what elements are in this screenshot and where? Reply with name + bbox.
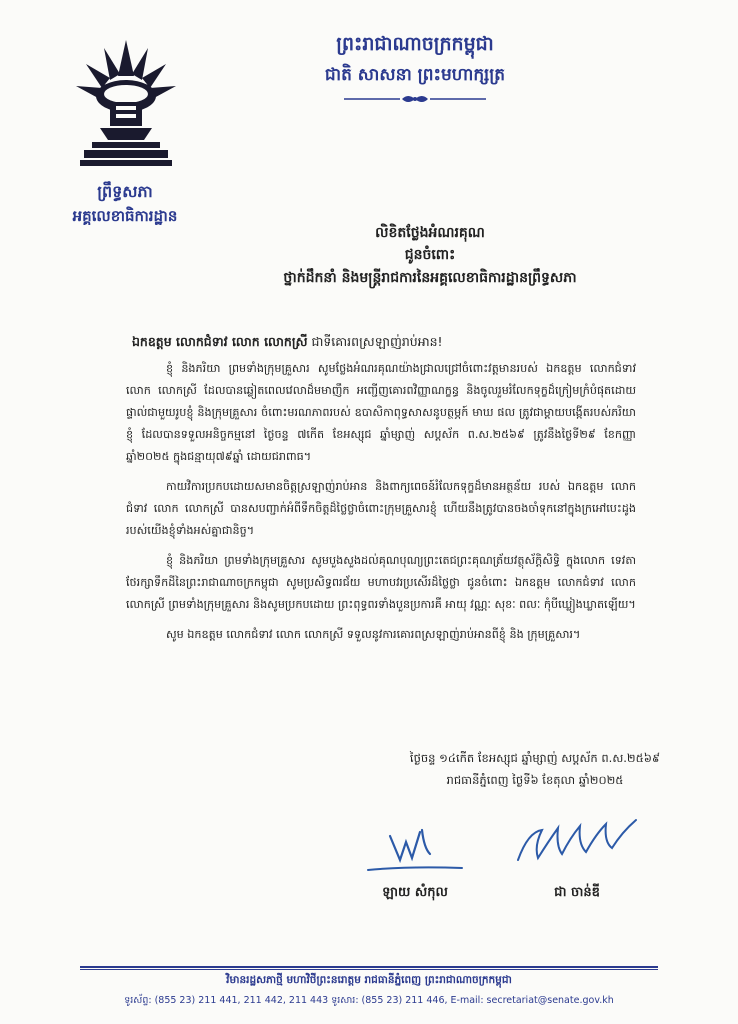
signature-left xyxy=(360,818,470,878)
footer-address: វិមានរដ្ឋសភាថ្មី មហាវិថីព្រះនរោត្តម រាជធានីភ្នំពេញ ព្រះរាជាណាចក្រកម្ពុជា xyxy=(226,974,512,986)
salutation-honorifics: ឯកឧត្តម លោកជំទាវ លោក លោកស្រី xyxy=(132,334,308,349)
title-line1: លិខិតថ្លែងអំណរគុណ xyxy=(375,225,485,241)
letterhead-footer xyxy=(0,966,738,1024)
ornament-divider-icon xyxy=(340,92,490,106)
solar-date: រាជធានីភ្នំពេញ ថ្ងៃទី៦ ខែតុលា ឆ្នាំ២០២៥ xyxy=(446,773,624,787)
footer-contact: ទូរស័ព្ទ: (855 23) 211 441, 211 442, 211 443 ទូរសារ: (855 23) 211 446, E-mail: secretariat@senate.gov.kh xyxy=(124,995,614,1006)
footer-rule-thin xyxy=(80,969,658,970)
organization-name xyxy=(30,180,220,228)
salutation-rest: ជាទីគោរពស្រឡាញ់រាប់អាន! xyxy=(307,334,443,349)
org-line2: អគ្គលេខាធិការដ្ឋាន xyxy=(72,207,178,225)
signer-left-name: ឡាយ សំកុល xyxy=(382,885,448,900)
footer-rule xyxy=(80,966,658,968)
salutation xyxy=(132,334,443,353)
paragraph-3: ខ្ញុំ និងភរិយា ព្រមទាំងក្រុមគ្រួសារ សូមបួងសួងដល់គុណបុណ្យព្រះតេជព្រះគុណត្រ័យវត្ថុស័ក្តិសិទ្ធិ ក្នុងលោក ទេវតាថែរក្សាទឹកដីនៃព្រះរាជាណាចក្រកម្ពុជា សូមប្រសិទ្ធពរជ័យ មហាបវរប្រសើរដ៏ថ្លៃថ្លា ជូនចំពោះ ឯកឧត្តម លោកជំទាវ លោក លោកស្រី ព្រមទាំងក្រុមគ្រួសារ និងសូមប្រកបដោយ ព្រះពុទ្ធពរទាំងបួនប្រការគឺ អាយុ វណ្ណៈ សុខៈ ពលៈ កុំបីឃ្លៀងឃ្លាតឡើយ។ xyxy=(126,554,636,611)
paragraph-2: កាយវិការប្រកបដោយសមានចិត្តស្រឡាញ់រាប់អាន និងពាក្យពេចន៍រំលែកទុក្ខដ៏មានអត្ថន័យ របស់ ឯកឧត្តម លោកជំទាវ លោក លោកស្រី បានសបញ្ជាក់អំពីទឹកចិត្តដ៏ថ្លៃថ្លាចំពោះក្រុមគ្រួសារខ្ញុំ ហើយនឹងត្រូវបានចងចាំទុកនៅក្នុងក្រអៅបេះដូងរបស់យើងខ្ញុំទាំងអស់គ្នាជានិច្ច។ xyxy=(126,480,636,537)
title-line2: ជូនចំពោះ xyxy=(404,247,456,263)
signer-right-name: ជា ចាន់ឌី xyxy=(554,885,600,900)
paragraph-1: ខ្ញុំ និងភរិយា ព្រមទាំងក្រុមគ្រួសារ សូមថ្លែងអំណរគុណយ៉ាងជ្រាលជ្រៅចំពោះវត្តមានរបស់ ឯកឧត្តម លោកជំទាវ លោក លោកស្រី ដែលបានឆ្លៀតពេលវេលាដ៏មមាញឹក អញ្ជើញគោរពវិញ្ញាណក្ខន្ធ និងចូលរួមរំលែកទុក្ខដ៏ក្រៀមក្រំបំផុតដោយផ្ទាល់ជាមួយរូបខ្ញុំ និងក្រុមគ្រួសារ ចំពោះមរណភាពរបស់ ឧបាសិកាពុទ្ធសាសនូបត្ថម្ភក៍ មាឃ ផល ត្រូវជាម្តាយបង្កើតរបស់ភរិយាខ្ញុំ ដែលបានទទួលអនិច្ចកម្មនៅ ថ្ងៃចន្ទ ៧កើត ខែអស្សុជ ឆ្នាំម្សាញ់ សប្តស័ក ព.ស.២៥៦៩ ត្រូវនឹងថ្ងៃទី២៩ ខែកញ្ញា ឆ្នាំ២០២៥ ក្នុងជន្មាយុ៧៩ឆ្នាំ ដោយជរាពាធ។ xyxy=(126,362,636,463)
org-line1: ព្រឹទ្ធសភា xyxy=(97,182,153,201)
kingdom-line2: ជាតិ សាសនា ព្រះមហាក្សត្រ xyxy=(324,65,506,85)
signature-right xyxy=(508,812,648,872)
title-line3: ថ្នាក់ដឹកនាំ និងមន្ត្រីរាជការនៃអគ្គលេខាធិការដ្ឋានព្រឹទ្ធសភា xyxy=(283,270,577,286)
letter-body xyxy=(126,358,636,654)
letter-title xyxy=(180,222,680,290)
senate-emblem-logo xyxy=(70,36,182,176)
paragraph-4: សូម ឯកឧត្តម លោកជំទាវ លោក លោកស្រី ទទួលនូវការគោរពស្រឡាញ់រាប់អានពីខ្ញុំ និង ក្រុមគ្រួសារ។ xyxy=(166,628,581,641)
kingdom-motto xyxy=(250,28,580,90)
lunar-date: ថ្ងៃចន្ទ ១៤កើត ខែអស្សុជ ឆ្នាំម្សាញ់ សប្តស័ក ព.ស.២៥៦៩ xyxy=(409,751,661,765)
kingdom-line1: ព្រះរាជាណាចក្រកម្ពុជា xyxy=(336,33,494,55)
